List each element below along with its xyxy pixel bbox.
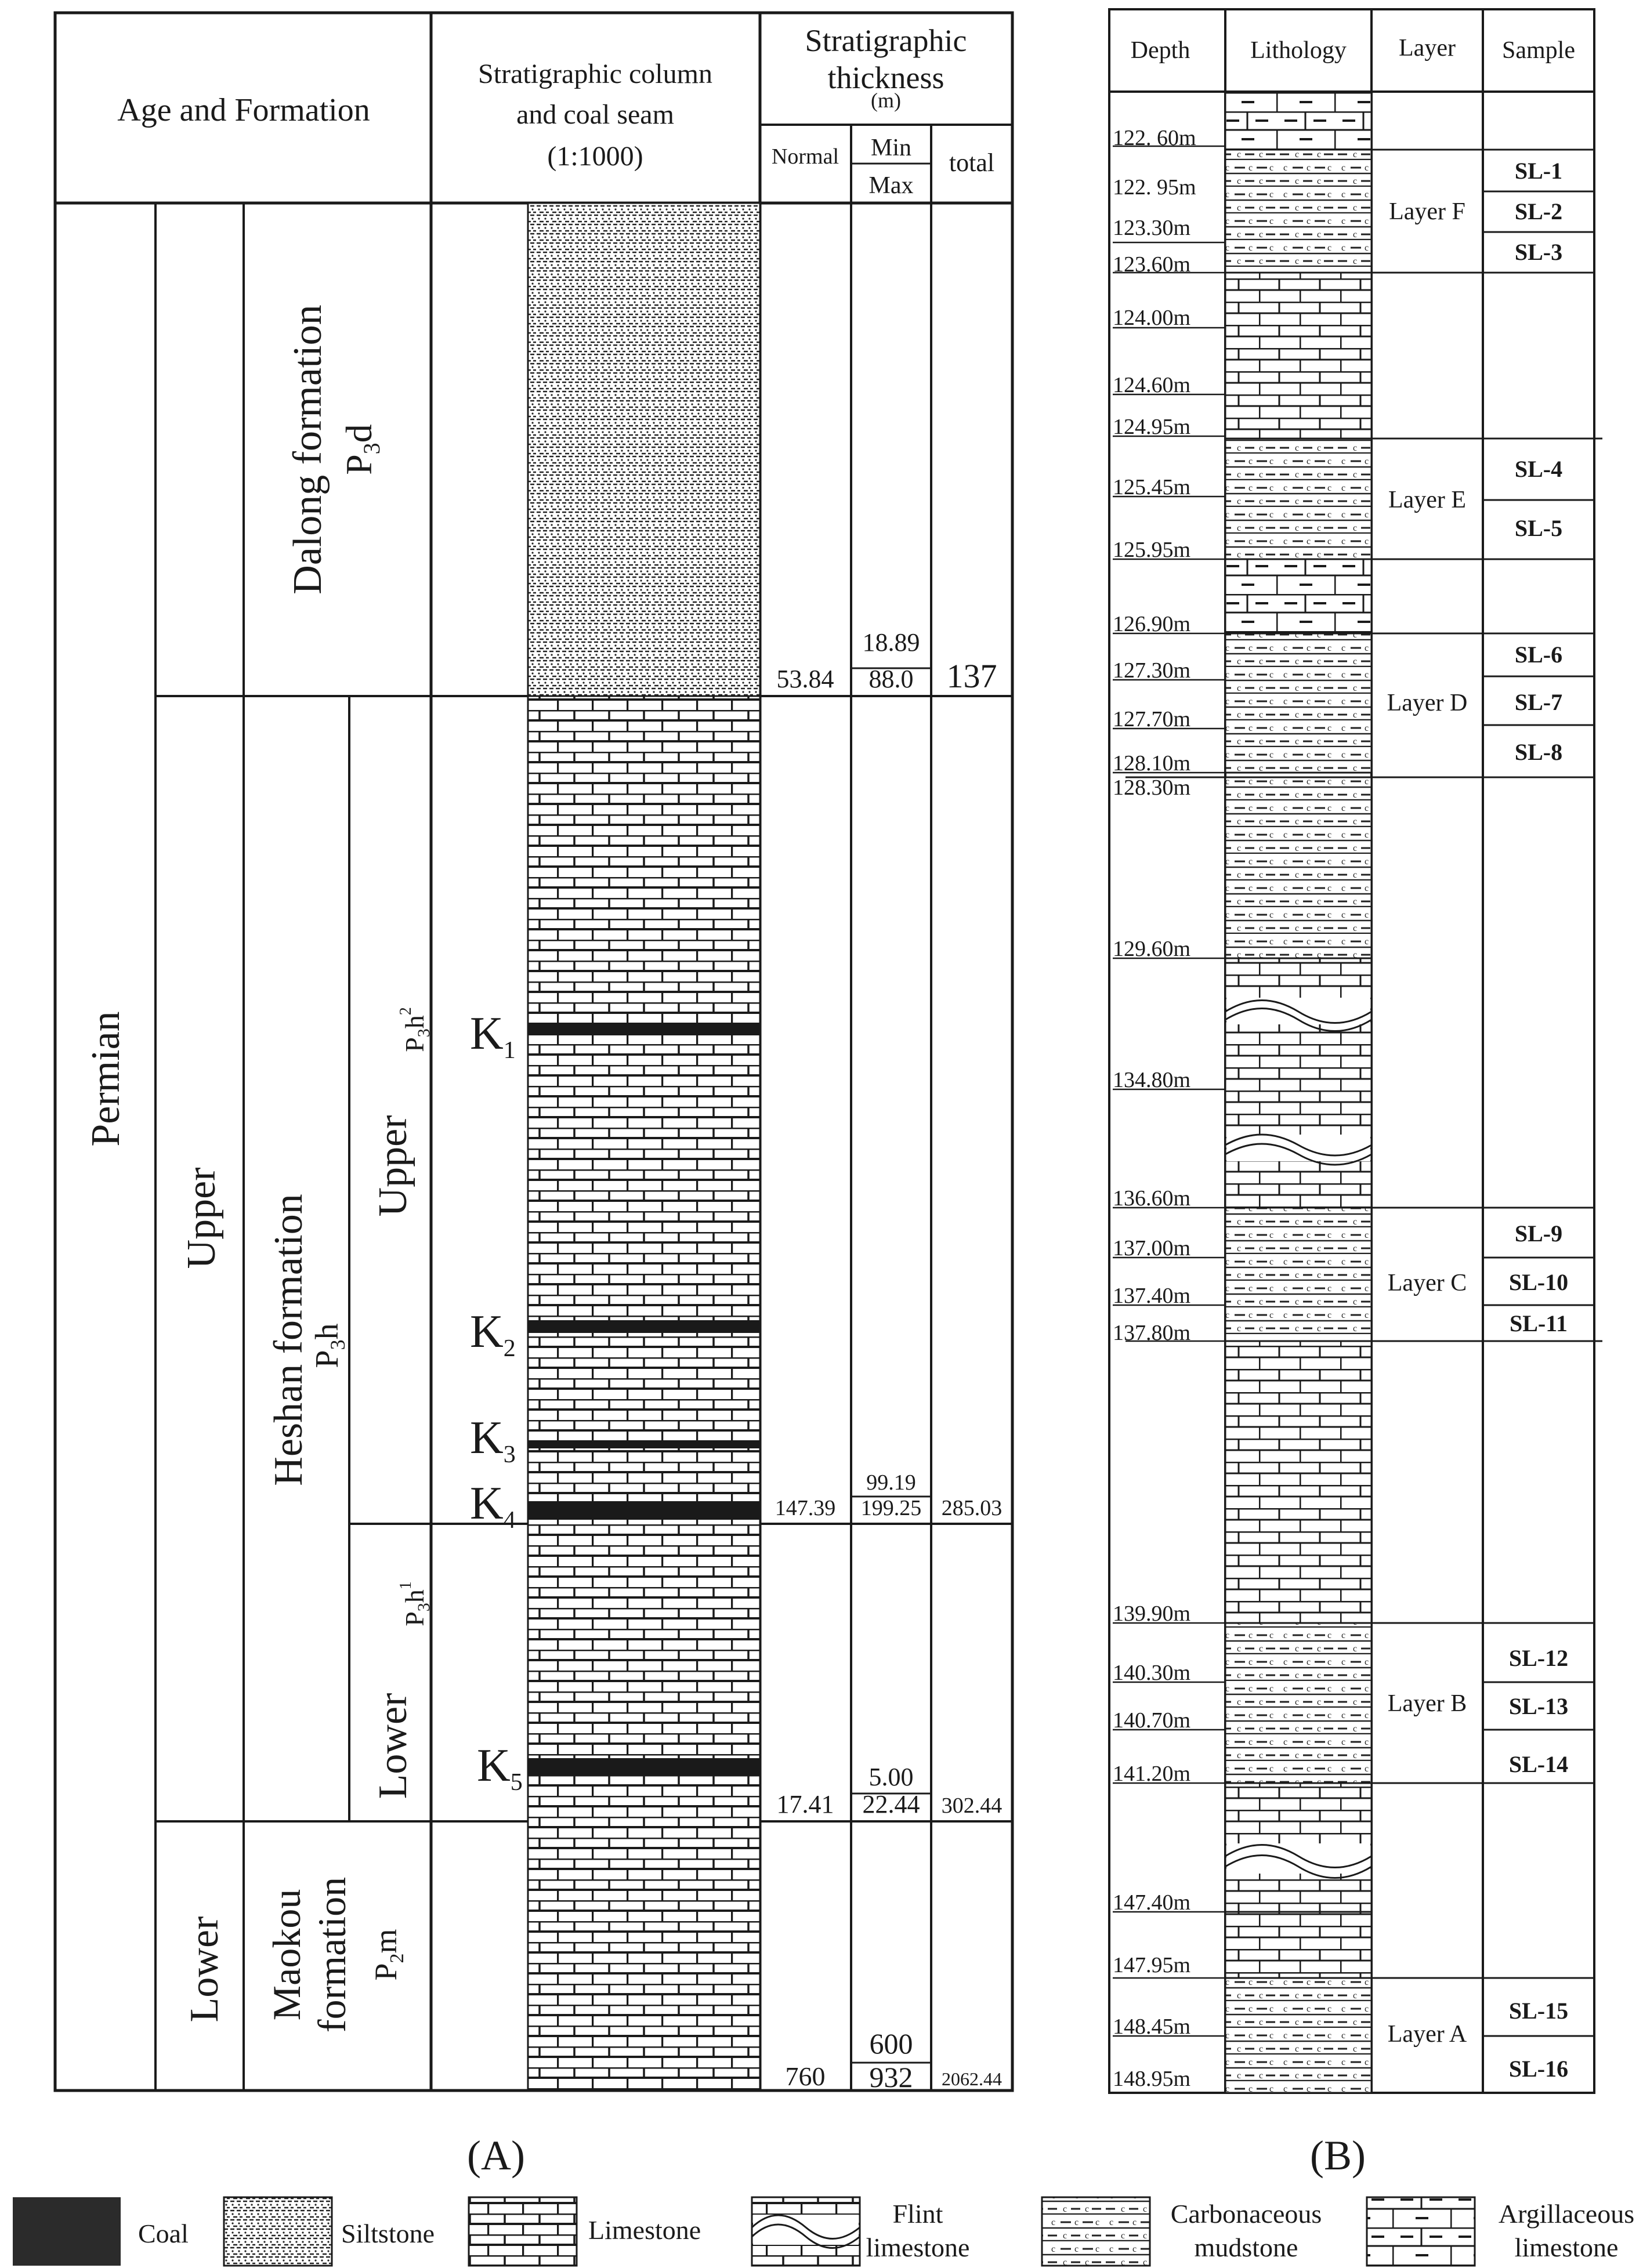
header-normal: Normal (771, 144, 839, 169)
heshan-formation-symbol: $P_3h$ (309, 1323, 349, 1368)
coal-seam-k3 (528, 1440, 760, 1448)
sample-label: SL-2 (1514, 198, 1563, 224)
coal-seam-k2 (528, 1320, 760, 1333)
thickness-total: 2062.44 (942, 2068, 1002, 2089)
layer-label: Layer C (1387, 1270, 1467, 1296)
depth-label: 128.30m (1113, 776, 1191, 800)
header-total: total (949, 148, 995, 177)
depth-label: 122. 95m (1113, 175, 1196, 200)
thickness-max: 199.25 (860, 1496, 922, 1520)
thickness-normal: 53.84 (776, 665, 834, 693)
sample-label: SL-1 (1514, 158, 1563, 184)
coal-seam-label: $K_1$ (470, 1008, 516, 1064)
legend-label-carbonaceous-mudstone: Carbonaceous mudstone (1170, 2199, 1322, 2262)
thickness-normal: 147.39 (775, 1496, 836, 1520)
depth-label: 127.30m (1113, 658, 1191, 683)
limestone-unit (1225, 1912, 1371, 1978)
legend-label-argillaceous-limestone: Argillaceous limestone (1498, 2199, 1635, 2262)
argillaceous-limestone-unit (1225, 559, 1371, 633)
sample-label: SL-9 (1514, 1220, 1563, 1247)
header-column-line3: (1:1000) (547, 141, 643, 172)
depth-label: 124.60m (1113, 373, 1191, 397)
limestone-unit (1225, 273, 1371, 439)
epoch-lower: Lower (182, 1916, 227, 2023)
depth-label: 122. 60m (1113, 126, 1196, 150)
sample-label: SL-8 (1514, 739, 1563, 765)
depth-label: 140.30m (1113, 1661, 1191, 1685)
depth-label: 148.95m (1113, 2067, 1191, 2091)
lithology-column (1225, 92, 1371, 2093)
sample-label: SL-5 (1514, 515, 1563, 541)
panel-a-headers (117, 23, 994, 199)
thickness-normal: 760 (785, 2062, 826, 2091)
limestone-unit (1225, 958, 1371, 1208)
coal-seam-labels (470, 1008, 523, 1796)
header-lithology: Lithology (1250, 37, 1347, 64)
carbonaceous-mudstone-unit (1225, 1623, 1371, 1783)
layer-label: Layer B (1387, 1690, 1467, 1717)
carbonaceous-mudstone-unit (1225, 633, 1371, 773)
legend-swatch-carbonaceous-mudstone (1042, 2197, 1150, 2266)
depth-label: 137.40m (1113, 1284, 1191, 1308)
thickness-total: 137 (946, 657, 997, 695)
layer-labels (1387, 198, 1468, 2048)
stratigraphic-column (528, 203, 760, 2091)
sample-label: SL-15 (1508, 1998, 1569, 2024)
sample-label: SL-16 (1508, 2056, 1569, 2082)
legend-swatch-flint-limestone (752, 2197, 860, 2266)
thickness-min: 5.00 (868, 1763, 914, 1791)
thickness-total: 285.03 (941, 1496, 1003, 1520)
thickness-values (775, 628, 1003, 2093)
header-thickness-line2: thickness (827, 60, 944, 95)
header-max: Max (868, 172, 914, 199)
legend-label-coal: Coal (138, 2219, 189, 2248)
coal-seam-label: $K_3$ (470, 1412, 516, 1468)
maokou-formation-line1: Maokou (265, 1889, 309, 2021)
header-thickness-unit: (m) (871, 89, 901, 112)
panel-a-age-labels (84, 305, 433, 2032)
era-permian: Permian (84, 1011, 128, 1147)
depth-label: 129.60m (1113, 937, 1191, 961)
coal-seam-label: $K_5$ (477, 1740, 523, 1796)
carbonaceous-mudstone-unit (1225, 777, 1371, 958)
sample-label: SL-10 (1508, 1269, 1569, 1295)
depth-label: 126.90m (1113, 612, 1191, 636)
sample-label: SL-11 (1509, 1310, 1568, 1336)
member-upper-name: Upper (371, 1115, 415, 1217)
depth-label: 147.95m (1113, 1953, 1191, 1977)
depth-label: 140.70m (1113, 1708, 1191, 1733)
carbonaceous-mudstone-unit (1225, 1208, 1371, 1341)
sample-label: SL-12 (1508, 1645, 1569, 1671)
header-depth: Depth (1130, 37, 1190, 64)
depth-label: 137.80m (1113, 1321, 1191, 1345)
legend (13, 2197, 1634, 2266)
thickness-min: 600 (869, 2027, 913, 2060)
thickness-max: 88.0 (868, 665, 914, 693)
panel-b-label: (B) (1310, 2132, 1366, 2179)
thickness-max: 932 (869, 2061, 913, 2093)
header-sample: Sample (1502, 37, 1575, 64)
thickness-min: 99.19 (866, 1470, 916, 1495)
depth-label: 136.60m (1113, 1186, 1191, 1211)
header-min: Min (870, 135, 912, 161)
depth-label: 141.20m (1113, 1762, 1191, 1786)
legend-label-flint-limestone (866, 2199, 970, 2262)
sample-label: SL-14 (1508, 1751, 1569, 1777)
layer-label: Layer F (1389, 198, 1465, 225)
legend-swatch-coal (13, 2197, 121, 2266)
coal-seam-k5 (528, 1758, 760, 1776)
maokou-formation-line2: formation (310, 1876, 354, 2033)
carbonaceous-mudstone-unit (1225, 150, 1371, 273)
coal-seam-k4 (528, 1501, 760, 1520)
panel-b-headers (1131, 35, 1575, 64)
thickness-min: 18.89 (862, 628, 920, 657)
depth-label: 125.45m (1113, 475, 1191, 499)
epoch-upper: Upper (179, 1167, 224, 1269)
header-thickness-line1: Stratigraphic (805, 23, 967, 58)
depth-label: 139.90m (1113, 1602, 1191, 1626)
dalong-formation-symbol: $P_3d$ (338, 424, 385, 475)
depth-label: 134.80m (1113, 1068, 1191, 1092)
thickness-max: 22.44 (862, 1790, 920, 1818)
depth-label: 148.45m (1113, 2015, 1191, 2039)
depth-label: 123.30m (1113, 216, 1191, 240)
sample-label: SL-3 (1514, 239, 1563, 265)
legend-label-flint-line1: Flint (892, 2199, 943, 2229)
layer-label: Layer E (1388, 487, 1467, 513)
sample-labels (1509, 158, 1568, 2082)
legend-swatch-argillaceous-limestone (1367, 2197, 1475, 2266)
header-age-formation: Age and Formation (117, 92, 370, 128)
sample-label: SL-6 (1514, 642, 1563, 668)
depth-label: 123.60m (1113, 252, 1191, 277)
member-upper-symbol: $P_3h^2$ (397, 1007, 433, 1052)
depth-labels (1113, 126, 1225, 2091)
sample-label: SL-4 (1514, 456, 1563, 482)
thickness-normal: 17.41 (776, 1790, 834, 1818)
legend-label-siltstone: Siltstone (341, 2219, 435, 2248)
limestone-unit (528, 696, 760, 2091)
member-lower-name: Lower (371, 1693, 415, 1799)
sample-label: SL-7 (1514, 689, 1563, 715)
depth-label: 124.95m (1113, 415, 1191, 439)
depth-label: 124.00m (1113, 306, 1191, 330)
coal-seam-k1 (528, 1023, 760, 1035)
layer-label: Layer D (1387, 690, 1468, 716)
coal-seam-label: $K_4$ (470, 1478, 516, 1534)
legend-label-flint-line2: limestone (866, 2233, 970, 2262)
legend-swatch-limestone (469, 2197, 577, 2266)
member-lower-symbol: $P_3h^1$ (397, 1581, 433, 1626)
dalong-formation-name: Dalong formation (285, 305, 330, 595)
thickness-total: 302.44 (941, 1794, 1003, 1818)
panel-a-label: (A) (467, 2132, 525, 2179)
depth-label: 147.40m (1113, 1890, 1191, 1915)
maokou-formation-symbol: $P_2m$ (368, 1929, 408, 1981)
siltstone-unit (528, 203, 760, 696)
sample-label: SL-13 (1508, 1693, 1569, 1719)
carbonaceous-mudstone-unit (1225, 439, 1371, 559)
heshan-formation-name: Heshan formation (266, 1194, 311, 1486)
argillaceous-limestone-unit (1225, 92, 1371, 150)
depth-label: 137.00m (1113, 1236, 1191, 1260)
header-column-line1: Stratigraphic column (478, 59, 712, 89)
depth-label: 128.10m (1113, 751, 1191, 776)
header-column-line2: and coal seam (516, 99, 674, 130)
header-layer: Layer (1399, 35, 1456, 61)
carbonaceous-mudstone-unit (1225, 1978, 1371, 2093)
layer-label: Layer A (1387, 2021, 1467, 2048)
depth-label: 127.70m (1113, 707, 1191, 731)
legend-swatch-siltstone (224, 2197, 332, 2266)
legend-label-limestone: Limestone (588, 2215, 701, 2245)
limestone-unit (1225, 1341, 1371, 1623)
coal-seam-label: $K_2$ (470, 1306, 516, 1362)
depth-label: 125.95m (1113, 538, 1191, 562)
